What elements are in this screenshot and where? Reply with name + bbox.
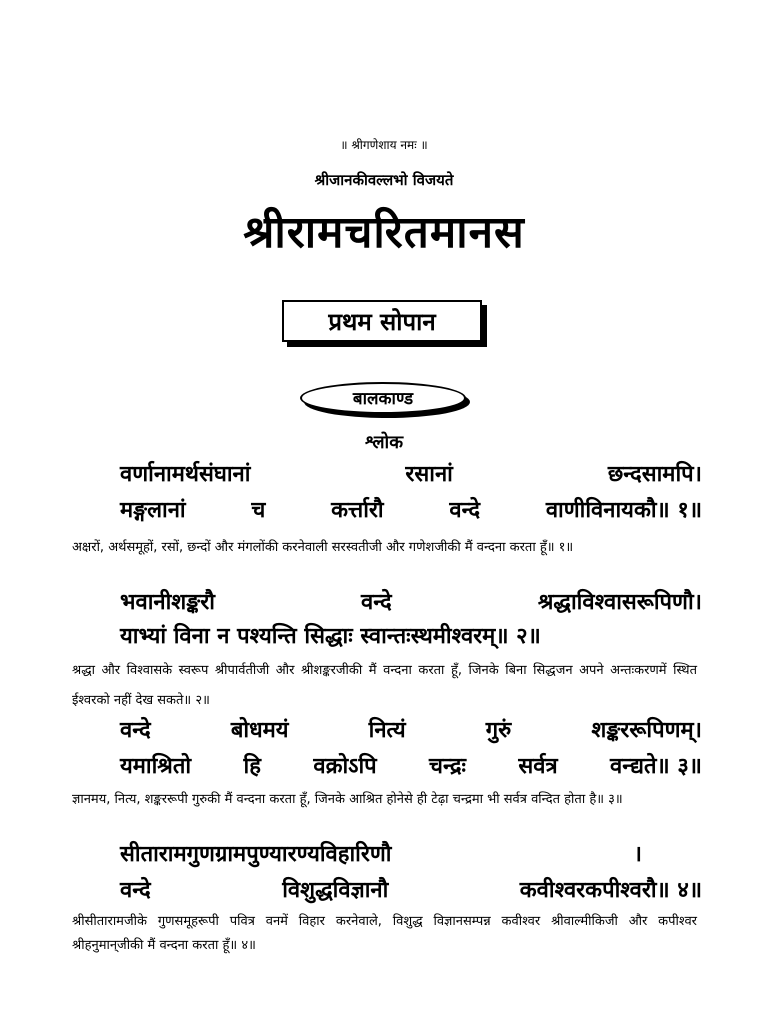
verse-1-line-1	[120, 460, 702, 490]
verse-3-translation: ज्ञानमय, नित्य, शङ्कररूपी गुरुकी मैं वन्दना करता हूँ, जिनके आश्रित होनेसे ही टेढ़ा चन्द्रमा भी सर्वत्र वन्दित होता है॥ ३॥	[72, 792, 623, 807]
verse-word: वन्दे	[449, 498, 481, 523]
verse-word: विशुद्धविज्ञानौ	[282, 878, 389, 903]
verse-word: वाणीविनायकौ॥ १॥	[545, 498, 702, 523]
verse-word: वक्रोऽपि	[313, 754, 377, 779]
shloka-heading: श्लोक	[364, 432, 404, 453]
verse-word: वन्दे	[120, 878, 151, 903]
verse-word: नित्यं	[368, 718, 406, 743]
verse-word: च	[251, 498, 266, 523]
verse-1-translation: अक्षरों, अर्थसमूहों, रसों, छन्दों और मंगलोंकी करनेवाली सरस्वतीजी और गणेशजीकी मैं वन्दना करता हूँ॥ १॥	[72, 540, 574, 555]
verse-word: रसानां	[405, 462, 453, 487]
verse-word: वर्णानामर्थसंघानां	[120, 462, 251, 487]
verse-2-translation: श्रद्धा और विश्वासके स्वरूप श्रीपार्वतीजी और श्रीशङ्करजीकी मैं वन्दना करता हूँ, जिनके बिना सिद्धजन अपने अन्तःकरणमें स्थित ईश्वरको नहीं देख सकते॥ २॥	[72, 663, 697, 708]
verse-word: हि	[243, 754, 261, 779]
kanda-title: बालकाण्ड	[352, 389, 414, 409]
verse-word: गुरुं	[485, 718, 512, 743]
verse-word: श्रद्धाविश्वासरूपिणौ।	[537, 590, 702, 615]
verse-word: सर्वत्र	[518, 754, 558, 779]
section-title: प्रथम सोपान	[328, 308, 436, 336]
verse-word: वन्द्यते॥ ३॥	[610, 754, 702, 779]
verse-word: वन्दे	[120, 718, 151, 743]
verse-2-line-1	[120, 588, 702, 618]
verse-word: मङ्गलानां	[120, 498, 186, 523]
subtitle: श्रीजानकीवल्लभो विजयते	[314, 171, 454, 189]
verse-3-line-2	[120, 752, 702, 782]
verse-word: यमाश्रितो	[120, 754, 192, 779]
verse-4-translation: श्रीसीतारामजीके गुणसमूहरूपी पवित्र वनमें विहार करनेवाले, विशुद्ध विज्ञानसम्पन्न कवीश्वर श्रीवाल्मीकिजी और कपीश्वर श्रीहनुमान्‌जीकी मैं वन्दना करता हूँ॥ ४॥	[72, 914, 697, 953]
page-title: श्रीरामचरितमानस	[243, 207, 525, 258]
verse-word: कवीश्वरकपीश्वरौ॥ ४॥	[519, 878, 702, 903]
verse-word: बोधमयं	[230, 718, 289, 743]
verse-2-line-2	[120, 622, 702, 652]
verse-3-line-1	[120, 716, 702, 746]
verse-word: ।	[633, 842, 642, 867]
verse-word: कर्त्तारौ	[331, 498, 384, 523]
verse-word: चन्द्रः	[429, 754, 466, 779]
verse-4-line-2	[120, 876, 702, 906]
kanda-title-oval	[300, 382, 466, 414]
verse-word: याभ्यां विना न पश्यन्ति सिद्धाः स्वान्तःस्थमीश्वरम्॥ २॥	[120, 624, 541, 649]
verse-word: भवानीशङ्करौ	[120, 590, 215, 615]
verse-4-line-1	[120, 840, 702, 870]
verse-1-line-2	[120, 496, 702, 526]
verse-word: छन्दसामपि।	[607, 462, 702, 487]
invocation: ॥ श्रीगणेशाय नमः ॥	[340, 138, 428, 152]
verse-word: सीतारामगुणग्रामपुण्यारण्यविहारिणौ	[120, 842, 392, 867]
section-title-box	[282, 300, 482, 342]
verse-word: शङ्कररूपिणम्।	[591, 718, 702, 743]
verse-word: वन्दे	[361, 590, 392, 615]
